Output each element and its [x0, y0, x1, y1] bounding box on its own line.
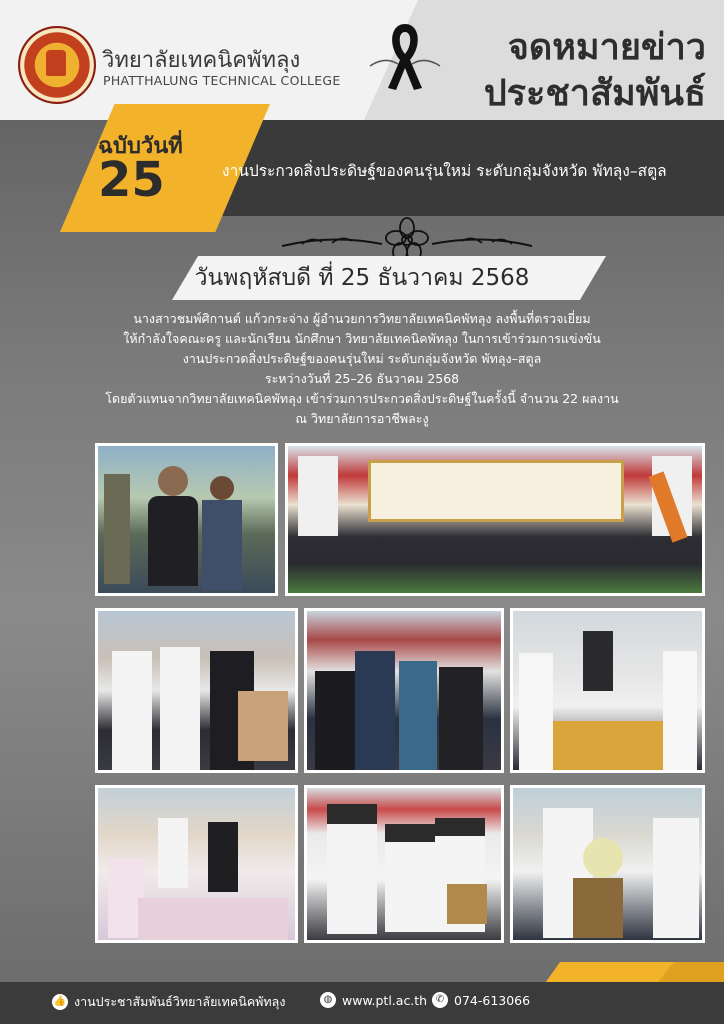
globe-icon: ◍ [320, 992, 336, 1008]
body-line-5: โดยตัวแทนจากวิทยาลัยเทคนิคพัทลุง เข้าร่วมการประกวดสิ่งประดิษฐ์ในครั้งนี้ จำนวน 22 ผลงาน [105, 391, 619, 406]
event-date: วันพฤหัสบดี ที่ 25 ธันวาคม 2568 [194, 265, 530, 291]
photo-fabric-display [95, 785, 298, 943]
footer-phone[interactable] [432, 992, 530, 1008]
phone-icon: ✆ [432, 992, 448, 1008]
footer-website-label[interactable]: www.ptl.ac.th [342, 992, 428, 1008]
photo-electronics-project [304, 785, 504, 943]
body-line-4: ระหว่างวันที่ 25–26 ธันวาคม 2568 [264, 371, 460, 386]
college-seal-logo [18, 26, 96, 104]
photo-director-visit [95, 443, 278, 596]
photo-group-stage [285, 443, 705, 596]
issue-number: 25 [98, 152, 165, 208]
footer-pr-label: งานประชาสัมพันธ์วิทยาลัยเทคนิคพัทลุง [74, 994, 286, 1009]
body-line-3: งานประกวดสิ่งประดิษฐ์ของคนรุ่นใหม่ ระดับกลุ่มจังหวัด พัทลุง–สตูล [182, 351, 542, 366]
college-name-english: PHATTHALUNG TECHNICAL COLLEGE [103, 73, 341, 88]
footer-pr [52, 992, 285, 1012]
newsletter-title-line2: ประชาสัมพันธ์ [483, 73, 706, 114]
body-line-6: ณ วิทยาลัยการอาชีพละงู [295, 411, 429, 426]
photo-product-table [510, 608, 705, 773]
issue-label: ฉบับวันที่ [98, 134, 183, 159]
footer-website[interactable] [320, 992, 427, 1008]
photo-presentation [510, 785, 705, 943]
thumbs-up-icon: 👍 [52, 994, 68, 1010]
headline-text: งานประกวดสิ่งประดิษฐ์ของคนรุ่นใหม่ ระดับกลุ่มจังหวัด พัทลุง–สตูล [222, 162, 667, 180]
college-name-thai: วิทยาลัยเทคนิคพัทลุง [102, 48, 301, 73]
mourning-ribbon-icon [360, 16, 450, 96]
body-line-1: นางสาวชมพ์ศิกานต์ แก้วกระจ่าง ผู้อำนวยการวิทยาลัยเทคนิคพัทลุง ลงพื้นที่ตรวจเยี่ยม [133, 311, 591, 326]
photo-students-display [95, 608, 298, 773]
photo-judges-booth [304, 608, 504, 773]
newsletter-title-line1: จดหมายข่าว [507, 27, 706, 68]
footer-phone-label[interactable]: 074-613066 [454, 992, 531, 1008]
body-line-2: ให้กำลังใจคณะครู และนักเรียน นักศึกษา วิทยาลัยเทคนิคพัทลุง ในการเข้าร่วมการแข่งขัน [123, 331, 601, 346]
